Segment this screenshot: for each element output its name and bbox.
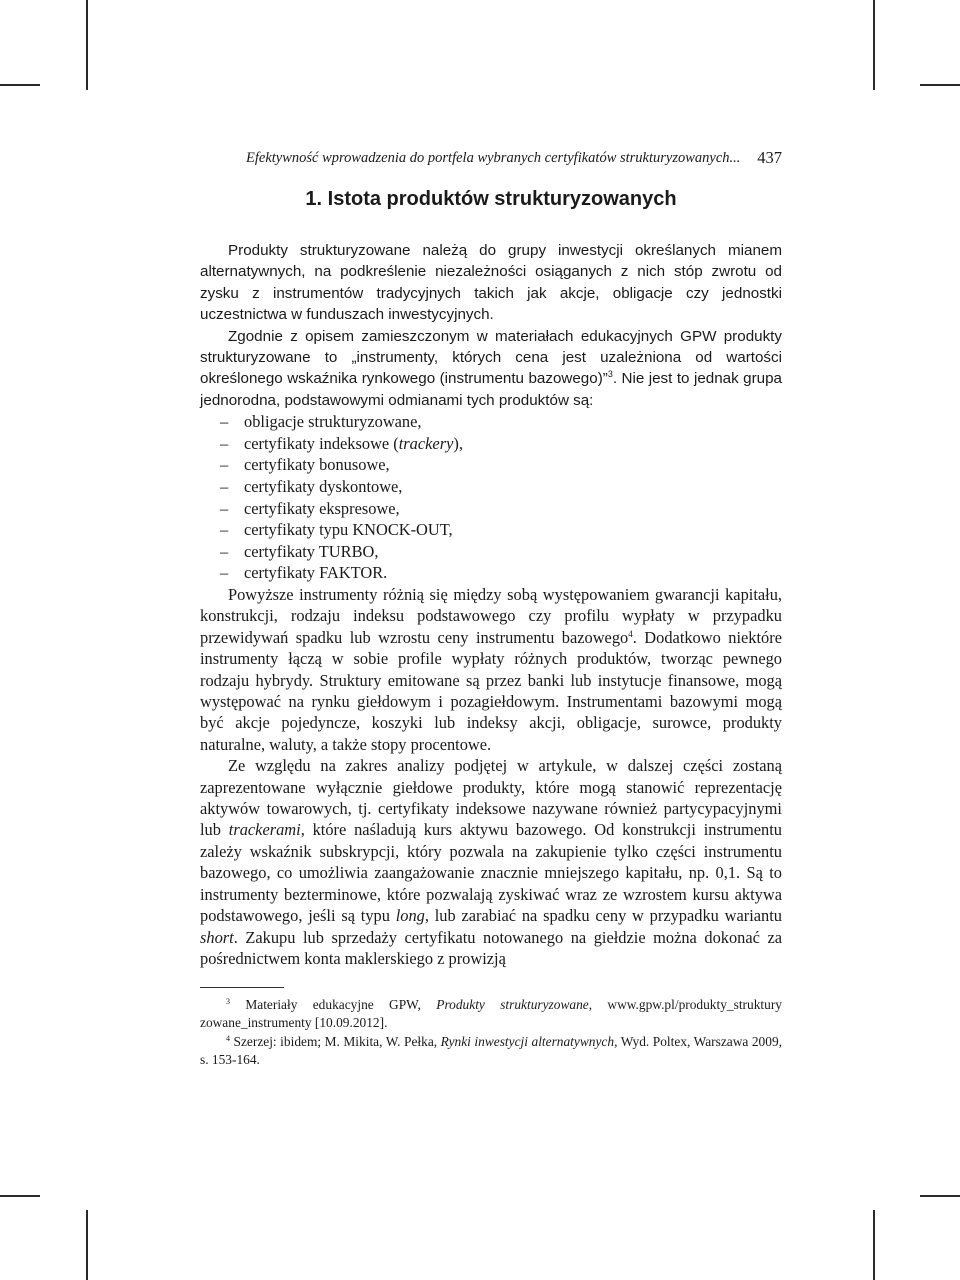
list-item: [200, 562, 782, 584]
text-italic: short: [200, 927, 234, 947]
paragraph-intro: Produkty strukturyzowane należą do grupy inwestycji określanych mianem alternatywnych, na podkreślenie niezależności osiąganych z nich stóp zwrotu od zysku z instrumentów tradycyjnych takich jak akcje, obligacje czy jednostki uczestnictwa w funduszach inwestycyjnych.: [200, 242, 782, 324]
text-run: Zgodnie z opisem zamieszczonym w materiałach edukacyjnych GPW produkty strukturyzowane to „instrumenty, których cena jest uzależniona od wartości określonego wskaźnika rynkowego (instrumentu bazowego)”: [200, 327, 782, 388]
text-italic: trackerami: [228, 820, 301, 840]
list-item: [200, 541, 782, 563]
list-item-text: certyfikaty FAKTOR.: [244, 563, 388, 583]
list-item-text: certyfikaty bonusowe,: [244, 455, 390, 475]
list-item-text: certyfikaty ekspresowe,: [244, 498, 400, 518]
footnote-4: [200, 1033, 782, 1068]
crop-mark: [86, 1210, 88, 1280]
footnote-text: , www.gpw.pl/produkty_struktury zowane_instrumenty [10.09.2012].: [200, 997, 782, 1030]
footnote-3: [200, 996, 782, 1031]
footnote-text: Materiały edukacyjne GPW,: [245, 997, 437, 1012]
dash-bullet: –: [220, 520, 229, 540]
page-number: 437: [757, 148, 782, 167]
text-run: , które naśladują kurs aktywu bazowego. Od konstrukcji instrumentu zależy wskaźnik subskrypcji, który pozwala na zakupienie tylko części instrumentu bazowego, co umożliwia zaangażowanie znacznie mniejszego kapitału, np. 0,1. Są to instrumenty bezterminowe, które pozwalają zyskiwać wraz ze wzrostem kursu aktywa podstawowego, jeśli są typu: [200, 820, 782, 926]
footnotes: [200, 996, 782, 1070]
text-run: . Nie jest to jednak grupa jednorodna, podstawowymi odmianami tych produktów są:: [200, 370, 782, 409]
list-item: [200, 411, 782, 433]
dash-bullet: –: [220, 412, 229, 432]
list-item-text: obligacje strukturyzowane,: [244, 412, 422, 432]
footnote-separator: [200, 987, 284, 988]
crop-mark: [873, 1210, 875, 1280]
list-item: [200, 454, 782, 476]
list-item-text: ),: [453, 433, 463, 453]
dash-bullet: –: [220, 541, 229, 561]
body-text: [200, 240, 782, 969]
dash-bullet: –: [220, 563, 229, 583]
list-item-text: certyfikaty TURBO,: [244, 541, 379, 561]
paragraph-scope: [200, 755, 782, 969]
list-item-text: certyfikaty dyskontowe,: [244, 477, 403, 497]
list-item: [200, 519, 782, 541]
list-item: [200, 476, 782, 498]
text-run: Ze względu na zakres analizy podjętej w artykule, w dalszej części zostaną zaprezentowane wyłącznie giełdowe produkty, które mogą stanowić reprezentację aktywów towarowych, tj. certyfikaty indeksowe nazywane również partycypacyjnymi lub: [200, 756, 782, 840]
dash-bullet: –: [220, 433, 229, 453]
footnote-mark: 3: [226, 997, 230, 1006]
text-run: Powyższe instrumenty różnią się między sobą występowaniem gwarancji kapitału, konstrukcji, rodzaju indeksu podstawowego czy profilu wypłaty w przypadku przewidywań spadku lub wzrostu ceny instrumentu bazowego: [200, 585, 782, 647]
dash-bullet: –: [220, 477, 229, 497]
crop-mark: [0, 84, 40, 86]
text-run: . Dodatkowo niektóre instrumenty łączą w sobie profile wypłaty różnych produktów, tworząc pewnego rodzaju hybrydy. Struktury emitowane są przez banki lub instytucje finansowe, mogą występować na rynku giełdowym i pozagiełdowym. Instrumentami bazowymi mogą być akcje pojedyncze, koszyki lub indeksy akcji, obligacje, surowce, produkty naturalne, waluty, a także stopy procentowe.: [200, 627, 782, 754]
crop-mark: [0, 1195, 40, 1197]
paragraph-definition: [200, 326, 782, 412]
list-item-text: certyfikaty indeksowe (: [244, 433, 399, 453]
product-types-list: [200, 411, 782, 584]
text-run: , lub zarabiać na spadku ceny w przypadku wariantu: [424, 906, 782, 926]
section-title: 1. Istota produktów strukturyzowanych: [305, 188, 677, 210]
crop-mark: [920, 1195, 960, 1197]
crop-mark: [873, 0, 875, 90]
crop-mark: [920, 84, 960, 86]
dash-bullet: –: [220, 498, 229, 518]
list-item: [200, 498, 782, 520]
list-item-italic: trackery: [398, 433, 454, 453]
list-item-text: certyfikaty typu KNOCK-OUT,: [244, 520, 453, 540]
text-run: . Zakupu lub sprzedaży certyfikatu notowanego na giełdzie można dokonać za pośrednictwem konta maklerskiego z prowizją: [200, 927, 782, 968]
footnote-text: Szerzej: ibidem; M. Mikita, W. Pełka,: [233, 1034, 441, 1049]
paragraph-differences: [200, 584, 782, 755]
dash-bullet: –: [220, 455, 229, 475]
footnote-ref: 4: [628, 628, 633, 639]
footnote-ref: 3: [607, 369, 613, 380]
footnote-text: , Wyd. Poltex, Warszawa 2009, s. 153-164.: [200, 1034, 782, 1067]
crop-mark: [86, 0, 88, 90]
footnote-mark: 4: [226, 1034, 230, 1043]
text-italic: long: [395, 906, 425, 926]
running-head-title: Efektywność wprowadzenia do portfela wybranych certyfikatów strukturyzowanych...: [246, 150, 741, 166]
footnote-italic: Produkty strukturyzowane: [436, 997, 589, 1012]
footnote-italic: Rynki inwestycji alternatywnych: [440, 1034, 615, 1049]
list-item: [200, 433, 782, 455]
